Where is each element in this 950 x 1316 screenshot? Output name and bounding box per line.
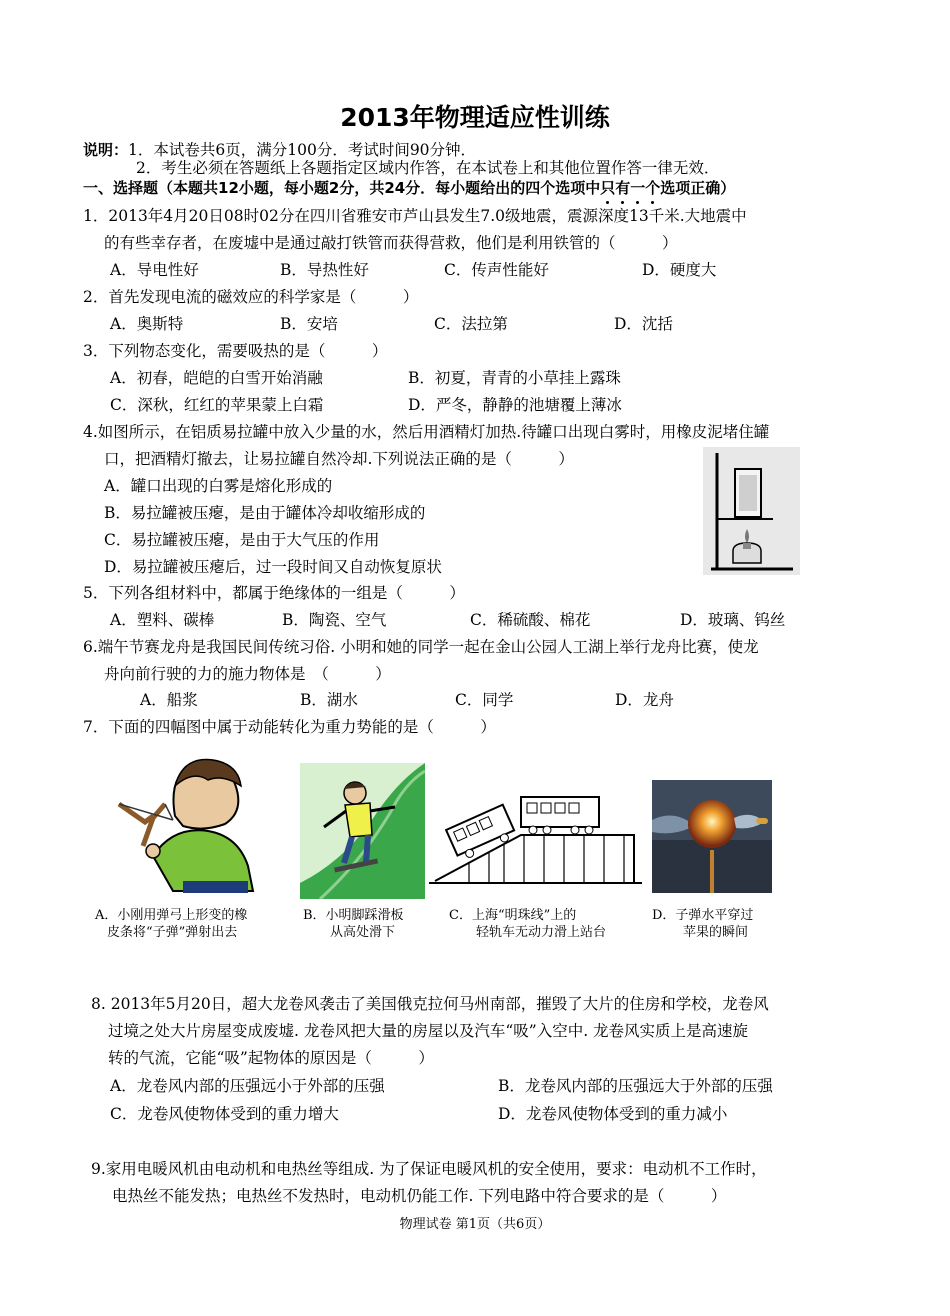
question-4-option-c: C．易拉罐被压瘪，是由于大气压的作用 <box>104 531 380 549</box>
question-6-option-b: B．湖水 <box>300 691 358 709</box>
question-8-option-d: D．龙卷风使物体受到的重力减小 <box>498 1105 728 1123</box>
instructions-line-2: 2．考生必须在答题纸上各题指定区域内作答，在本试卷上和其他位置作答一律无效． <box>136 159 720 177</box>
question-5-option-c: C．稀硫酸、棉花 <box>470 611 591 629</box>
instructions-text-1: 1．本试卷共6页，满分100分．考试时间90分钟． <box>128 141 477 159</box>
question-2-option-d: D．沈括 <box>614 315 673 333</box>
figure-c-caption: C．上海“明珠线”上的 轻轨车无动力滑上站台 <box>449 908 607 940</box>
question-9-line-2: 电热丝不能发热；电热丝不发热时，电动机仍能工作. 下列电路中符合要求的是（ ） <box>112 1187 727 1205</box>
figure-b-caption: B．小明脚踩滑板 从高处滑下 <box>303 908 404 940</box>
question-4-option-a: A．罐口出现的白雾是熔化形成的 <box>104 477 333 495</box>
question-2-option-c: C．法拉第 <box>434 315 508 333</box>
section-heading: 一、选择题（本题共12小题，每小题2分，共24分．每小题给出的四个选项中只有一个选项正确） <box>83 179 736 197</box>
question-5-line-1: 5．下列各组材料中，都属于绝缘体的一组是（ ） <box>83 584 465 602</box>
question-2-line-1: 2．首先发现电流的磁效应的科学家是（ ） <box>83 288 419 306</box>
question-2-option-a: A．奥斯特 <box>110 315 184 333</box>
skateboard-boy-figure <box>300 763 425 899</box>
figure-d-caption: D．子弹水平穿过 苹果的瞬间 <box>652 908 754 940</box>
question-4-line-1: 4.如图所示，在铝质易拉罐中放入少量的水，然后用酒精灯加热.待罐口出现白雾时，用橡皮泥堵住罐 <box>83 423 770 441</box>
question-6-option-c: C．同学 <box>455 691 514 709</box>
bullet-apple-figure <box>652 780 772 893</box>
question-1-option-d: D．硬度大 <box>642 261 717 279</box>
question-3-option-a: A．初春，皑皑的白雪开始消融 <box>110 369 323 387</box>
question-5-option-b: B．陶瓷、空气 <box>282 611 387 629</box>
question-8-line-2: 过境之处大片房屋变成废墟. 龙卷风把大量的房屋以及汽车“吸”入空中. 龙卷风实质上是高速旋 <box>108 1022 749 1040</box>
question-1-option-b: B．导热性好 <box>280 261 369 279</box>
question-1-option-a: A．导电性好 <box>110 261 199 279</box>
question-3-option-d: D．严冬，静静的池塘覆上薄冰 <box>408 396 622 414</box>
question-4-option-b: B．易拉罐被压瘪，是由于罐体冷却收缩形成的 <box>104 504 426 522</box>
question-5-option-a: A．塑料、碳棒 <box>110 611 215 629</box>
question-8-line-1: 8. 2013年5月20日，超大龙卷风袭击了美国俄克拉何马州南部，摧毁了大片的住房和学校，龙卷风 <box>91 995 769 1013</box>
question-6-line-1: 6.端午节赛龙舟是我国民间传统习俗. 小明和她的同学一起在金山公园人工湖上举行龙舟比赛，使龙 <box>83 638 759 656</box>
question-5-option-d: D．玻璃、钨丝 <box>680 611 786 629</box>
slingshot-boy-figure <box>113 756 259 899</box>
question-9-line-1: 9.家用电暖风机由电动机和电热丝等组成. 为了保证电暖风机的安全使用，要求：电动机不工作时， <box>91 1160 767 1178</box>
question-4-option-d: D．易拉罐被压瘪后，过一段时间又自动恢复原状 <box>104 558 442 576</box>
instructions-line-1 <box>83 140 476 160</box>
question-6-line-2: 舟向前行驶的力的施力物体是 （ ） <box>104 665 391 683</box>
exam-title: 2013年物理适应性训练 <box>340 103 610 132</box>
instructions-label: 说明： <box>83 141 129 159</box>
question-4-line-2: 口，把酒精灯撤去，让易拉罐自然冷却.下列说法正确的是（ ） <box>104 450 574 468</box>
figure-a-caption: A．小刚用弹弓上形变的橡 皮条将“子弹”弹射出去 <box>95 908 248 940</box>
question-7-line-1: 7．下面的四幅图中属于动能转化为重力势能的是（ ） <box>83 718 496 736</box>
question-8-option-c: C．龙卷风使物体受到的重力增大 <box>110 1105 339 1123</box>
page-footer: 物理试卷 第1页（共6页） <box>399 1217 551 1232</box>
question-8-option-b: B．龙卷风内部的压强远大于外部的压强 <box>498 1077 773 1095</box>
question-8-option-a: A．龙卷风内部的压强远小于外部的压强 <box>110 1077 385 1095</box>
can-heating-figure <box>703 447 800 575</box>
question-6-option-d: D．龙舟 <box>615 691 674 709</box>
question-1-line-1: 1．2013年4月20日08时02分在四川省雅安市芦山县发生7.0级地震，震源深度13千米.大地震中 <box>83 207 747 225</box>
question-3-line-1: 3．下列物态变化，需要吸热的是（ ） <box>83 342 388 360</box>
question-8-line-3: 转的气流，它能“吸”起物体的原因是（ ） <box>108 1049 434 1067</box>
question-1-line-2: 的有些幸存者，在废墟中是通过敲打铁管而获得营救，他们是利用铁管的（ ） <box>104 234 678 252</box>
question-2-option-b: B．安培 <box>280 315 338 333</box>
light-rail-figure <box>429 795 642 887</box>
question-6-option-a: A．船浆 <box>140 691 198 709</box>
question-1-option-c: C．传声性能好 <box>444 261 549 279</box>
question-3-option-b: B．初夏，青青的小草挂上露珠 <box>408 369 621 387</box>
question-3-option-c: C．深秋，红红的苹果蒙上白霜 <box>110 396 324 414</box>
